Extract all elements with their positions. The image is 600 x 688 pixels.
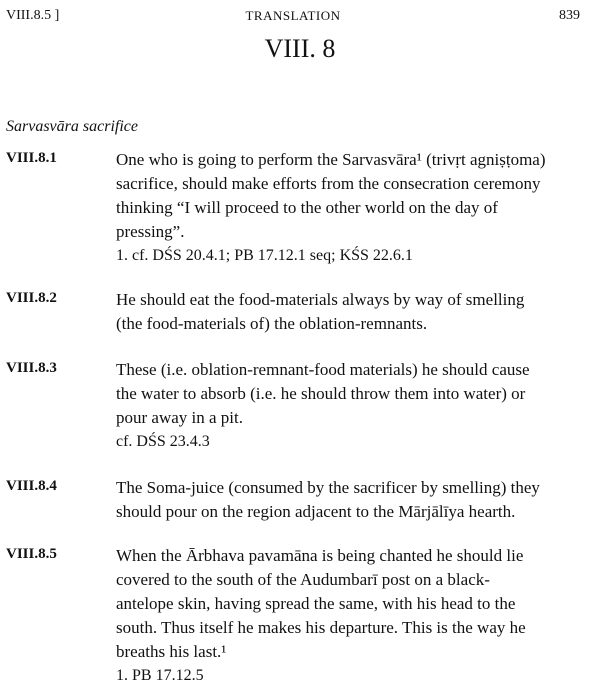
verse-line: should pour on the region adjacent to the Mārjālīya hearth. [116, 502, 516, 521]
verse-line: breaths his last.¹ [116, 642, 227, 661]
header-title: TRANSLATION [245, 8, 341, 23]
verse-line: When the Ārbhava pavamāna is being chanted he should lie [116, 546, 524, 565]
verse-line: pour away in a pit. [116, 408, 243, 427]
verse-text [116, 148, 594, 268]
verse-line: south. Thus itself he makes his departure. This is the way he [116, 618, 526, 637]
verse-line: pressing”. [116, 222, 185, 241]
running-header [6, 8, 580, 26]
verse-text [116, 358, 594, 454]
section-heading: Sarvasvāra sacrifice [6, 118, 138, 135]
footnote: 1. PB 17.12.5 [116, 667, 204, 684]
verse-text [116, 544, 594, 688]
page-number: 839 [559, 8, 580, 23]
header-section-ref: VIII.8.5 ] [6, 8, 60, 23]
verse-line: covered to the south of the Audumbarī post on a black- [116, 570, 490, 589]
verse-line: The Soma-juice (consumed by the sacrificer by smelling) they [116, 478, 540, 497]
verse-id: VIII.8.3 [6, 360, 57, 376]
verse-id: VIII.8.4 [6, 478, 57, 494]
chapter-title: VIII. 8 [264, 34, 336, 63]
verse-line: One who is going to perform the Sarvasvāra¹ (trivṛt agniṣṭoma) [116, 150, 546, 169]
verse-text [116, 476, 594, 524]
verse-id: VIII.8.1 [6, 150, 57, 166]
footnote: 1. cf. DŚS 20.4.1; PB 17.12.1 seq; KŚS 22.6.1 [116, 247, 413, 264]
verse-id: VIII.8.5 [6, 546, 57, 562]
verse-line: He should eat the food-materials always by way of smelling [116, 290, 525, 309]
footnote: cf. DŚS 23.4.3 [116, 433, 210, 450]
verse-id: VIII.8.2 [6, 290, 57, 306]
verse-text [116, 288, 594, 336]
verse-line: antelope skin, having spread the same, with his head to the [116, 594, 516, 613]
verse-line: the water to absorb (i.e. he should throw them into water) or [116, 384, 526, 403]
verse-line: (the food-materials of) the oblation-remnants. [116, 314, 428, 333]
verse-line: These (i.e. oblation-remnant-food materials) he should cause [116, 360, 530, 379]
verse-line: thinking “I will proceed to the other world on the day of [116, 198, 498, 217]
verse-line: sacrifice, should make efforts from the consecration ceremony [116, 174, 541, 193]
